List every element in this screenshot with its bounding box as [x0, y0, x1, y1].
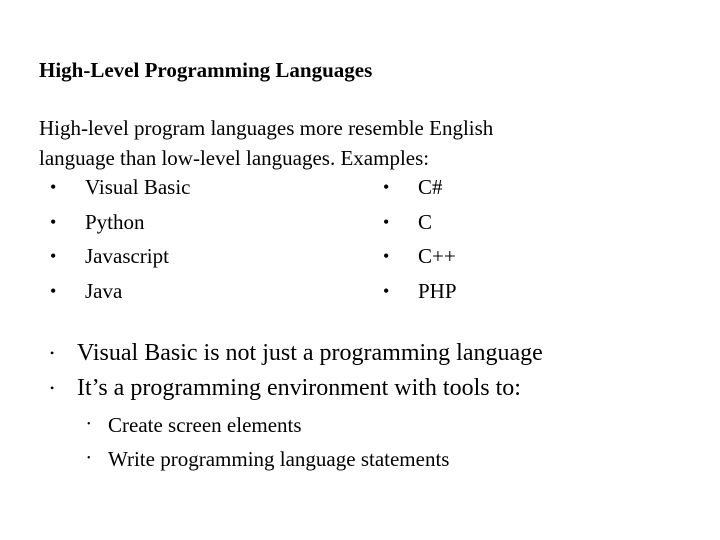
language-name: C — [418, 209, 433, 234]
sub-point-text: Write programming language statements — [108, 447, 450, 471]
bullet-icon: • — [50, 177, 57, 197]
language-name: Java — [85, 279, 123, 304]
bullet-icon: • — [383, 177, 390, 197]
intro-paragraph — [39, 113, 493, 173]
bullet-icon: • — [50, 246, 57, 267]
point-text: It’s a programming environment with tools to: — [77, 375, 521, 401]
language-name: Python — [85, 209, 145, 234]
bullet-icon: • — [50, 346, 55, 360]
intro-line-2: language than low-level languages. Examples: — [39, 146, 430, 170]
bullet-icon: • — [383, 211, 390, 232]
bullet-icon: • — [87, 419, 91, 430]
bullet-icon: • — [87, 453, 91, 464]
bullet-icon: • — [383, 281, 390, 302]
bullet-icon: • — [50, 211, 57, 232]
intro-line-1: High-level program languages more resemble English — [39, 116, 494, 140]
language-name: C++ — [418, 244, 456, 269]
point-text: Visual Basic is not just a programming language — [77, 340, 543, 366]
sub-point-text: Create screen elements — [108, 413, 302, 437]
bullet-icon: • — [383, 246, 390, 267]
language-name: Visual Basic — [85, 175, 191, 199]
slide-title: High-Level Programming Languages — [39, 58, 373, 82]
bullet-icon: • — [50, 381, 55, 395]
language-name: PHP — [418, 279, 457, 304]
language-name: Javascript — [85, 244, 169, 269]
bullet-icon: • — [50, 281, 57, 302]
language-name: C# — [418, 175, 443, 199]
